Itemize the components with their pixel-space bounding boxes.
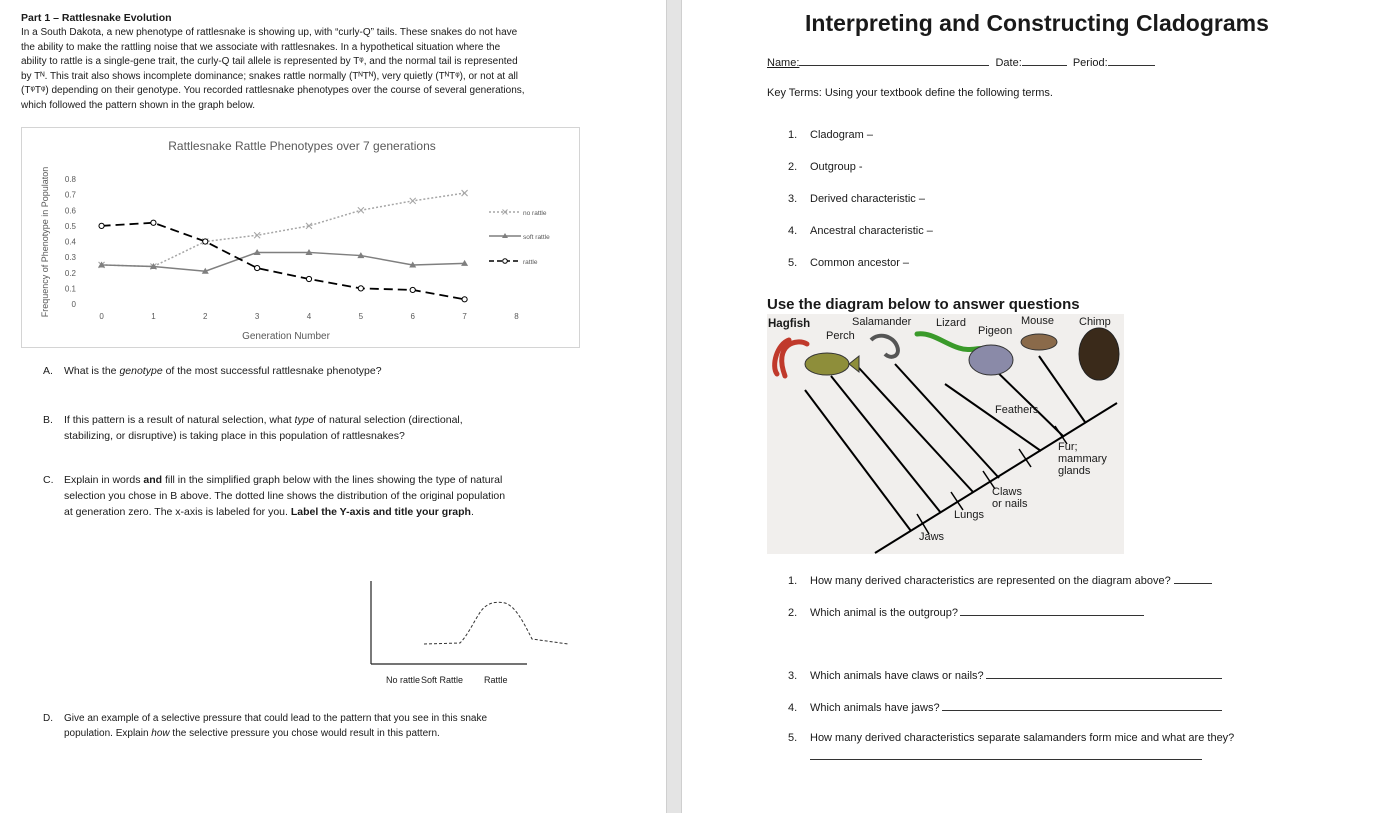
x-tick-label: 3: [254, 312, 260, 321]
question-d-emphasis: how: [151, 727, 170, 739]
part-title: Part 1 – Rattlesnake Evolution: [21, 12, 172, 24]
worksheet-title: Interpreting and Constructing Cladograms: [805, 10, 1269, 36]
question-c-line2: selection you chose in B above. The dotted line shows the distribution of the original population: [64, 490, 506, 502]
series-line-rattle: [102, 223, 465, 300]
chart-svg: [22, 128, 581, 349]
chart-ylabel: Frequency of Phenotype in Populaton: [40, 166, 50, 318]
page-gutter: [666, 0, 682, 813]
chart-xlabel: Generation Number: [242, 331, 330, 342]
simple-graph-label-rattle: Rattle: [484, 675, 508, 685]
label-mouse: Mouse: [1021, 315, 1055, 327]
label-fur: Fur;: [1058, 441, 1078, 453]
question-c-bold-instruction: Label the Y-axis and title your graph: [290, 506, 471, 518]
document-page-left: [0, 0, 666, 813]
simple-graph-label-soft-rattle: Soft Rattle: [421, 675, 464, 685]
mouse-icon: [1021, 334, 1057, 350]
key-term-ancestral: Ancestral characteristic –: [810, 225, 933, 237]
branch-pigeon: [945, 384, 1041, 451]
right-question-1-text: How many derived characteristics are represented on the diagram above?: [810, 575, 1171, 587]
y-tick-label: 0.3: [64, 253, 76, 263]
branch-lizard: [895, 364, 999, 478]
right-question-2: 2. Which animal is the outgroup?: [788, 605, 1144, 619]
key-term-item: 1. Cladogram –: [788, 129, 873, 141]
label-lungs: Lungs: [954, 509, 984, 521]
y-tick-label: 0.2: [64, 268, 76, 278]
intro-paragraph: [21, 26, 641, 113]
question-letter: B.: [43, 414, 53, 426]
key-term-item: 5. Common ancestor –: [788, 257, 910, 269]
x-tick-label: 6: [410, 312, 415, 321]
right-question-5-text: How many derived characteristics separate salamanders form mice and what are they?: [810, 732, 1235, 744]
name-label: Name:: [767, 57, 800, 69]
right-question-5: 5. How many derived characteristics separate salamanders form mice and what are they?: [788, 732, 1235, 744]
right-question-4-text: Which animals have jaws?: [810, 702, 940, 714]
label-lizard: Lizard: [936, 317, 966, 329]
x-tick-label: 7: [462, 312, 467, 321]
question-c-period: .: [470, 506, 474, 518]
label-glands: glands: [1058, 465, 1091, 477]
question-c-line3: at generation zero. The x-axis is labeled for you.: [64, 506, 291, 518]
name-blank[interactable]: [799, 55, 989, 66]
name-date-period-row: [767, 55, 1155, 69]
data-point-rattle: [203, 239, 208, 244]
intro-line: the ability to make the rattling noise that we associate with rattlesnakes. In a hypothetical situation where the: [21, 41, 501, 53]
key-term-derived: Derived characteristic –: [810, 193, 925, 205]
chart-lines: [98, 190, 468, 302]
salamander-icon: [871, 336, 898, 357]
branch-chimp: [1039, 356, 1085, 422]
key-term-cladogram: Cladogram –: [810, 129, 873, 141]
data-point-rattle: [358, 286, 363, 291]
data-point-rattle: [306, 276, 311, 281]
label-salamander: Salamander: [852, 316, 912, 328]
lizard-icon: [917, 334, 987, 350]
x-tick-label: 4: [306, 312, 312, 321]
x-tick-label: 1: [151, 312, 156, 321]
intro-line: which followed the pattern shown in the graph below.: [21, 99, 256, 111]
question-c-text-mid: fill in the simplified graph below with the lines showing the type of natural: [162, 474, 503, 486]
pigeon-icon: [969, 345, 1013, 375]
x-tick-label: 8: [514, 312, 519, 321]
y-tick-label: 0.8: [64, 175, 76, 184]
x-tick-label: 2: [203, 312, 208, 321]
period-label: Period:: [1072, 57, 1108, 69]
key-term-item: 4. Ancestral characteristic –: [788, 225, 933, 237]
data-point-rattle: [255, 265, 260, 270]
answer-blank[interactable]: [942, 700, 1222, 711]
right-question-3: 3. Which animals have claws or nails?: [788, 668, 1222, 682]
rattlesnake-chart: [21, 127, 580, 348]
question-b: [43, 412, 603, 442]
chimp-icon: [1079, 328, 1119, 380]
question-a-emphasis: genotype: [119, 365, 163, 377]
data-point-no-rattle: [254, 232, 260, 238]
right-question-1: 1. How many derived characteristics are represented on the diagram above?: [788, 573, 1212, 587]
chart-legend: [489, 210, 550, 267]
question-letter: D.: [43, 713, 53, 724]
legend-label-no-rattle: no rattle: [523, 210, 547, 217]
question-b-text-end: of natural selection (directional,: [314, 414, 463, 426]
label-or-nails: or nails: [992, 498, 1028, 510]
label-chimp: Chimp: [1079, 316, 1111, 328]
y-tick-label: 0.6: [64, 206, 76, 216]
label-feathers: Feathers: [995, 404, 1039, 416]
question-a: [43, 363, 382, 379]
right-question-4: 4. Which animals have jaws?: [788, 700, 1222, 714]
answer-blank[interactable]: [986, 668, 1222, 679]
cladogram-diagram: [767, 314, 1124, 554]
data-point-no-rattle: [358, 207, 364, 213]
data-point-rattle: [151, 220, 156, 225]
label-pigeon: Pigeon: [978, 325, 1013, 337]
simple-graph-label-no-rattle: No rattle: [386, 675, 421, 685]
simplified-graph: [360, 575, 580, 695]
key-term-item: 2. Outgroup -: [788, 161, 863, 173]
question-d-line2-end: the selective pressure you chose would result in this pattern.: [169, 727, 440, 739]
label-mammary: mammary: [1058, 453, 1107, 465]
data-point-rattle: [410, 287, 415, 292]
intro-line: (TᵠTᵠ) depending on their genotype. You recorded rattlesnake phenotypes over the course of several generations,: [21, 85, 525, 96]
key-terms-list: [788, 119, 933, 279]
intro-line: ability to rattle is a single-gene trait, the curly-Q tail allele is represented by Tᵠ, and the normal tail is represented: [21, 56, 518, 67]
trait-tick-lungs: [951, 492, 963, 510]
data-point-no-rattle: [462, 190, 468, 196]
answer-blank[interactable]: [1174, 573, 1212, 584]
x-tick-label: 0: [99, 312, 104, 321]
hagfish-icon: [775, 340, 807, 376]
question-a-text-end: of the most successful rattlesnake phenotype?: [162, 365, 382, 377]
intro-line: by Tᴺ. This trait also shows incomplete dominance; snakes rattle normally (TᴺTᴺ), very quietly (TᴺTᵠ), or not at all: [21, 70, 518, 82]
label-perch: Perch: [826, 330, 855, 342]
y-tick-label: 0.5: [64, 221, 76, 231]
question-letter: C.: [43, 474, 54, 486]
period-blank[interactable]: [1108, 55, 1155, 66]
perch-tail-icon: [849, 356, 859, 372]
key-terms-intro: Key Terms: Using your textbook define the following terms.: [767, 87, 1053, 99]
answer-blank[interactable]: [960, 605, 1144, 616]
y-tick-label: 0: [71, 300, 76, 309]
key-term-outgroup: Outgroup -: [810, 161, 863, 173]
key-term-item: 3. Derived characteristic –: [788, 193, 925, 205]
chart-title: Rattlesnake Rattle Phenotypes over 7 generations: [168, 139, 436, 153]
data-point-rattle: [99, 223, 104, 228]
question-c: [43, 472, 603, 518]
label-jaws: Jaws: [919, 531, 945, 543]
question-a-text: What is the: [64, 365, 120, 377]
data-point-no-rattle: [410, 198, 416, 204]
question-c-bold: and: [143, 474, 163, 486]
intro-line: In a South Dakota, a new phenotype of rattlesnake is showing up, with “curly-Q” tails. These snakes do not have: [21, 27, 518, 38]
question-b-text: If this pattern is a result of natural selection, what: [64, 414, 295, 426]
question-d-line1: Give an example of a selective pressure that could lead to the pattern that you see in this snake: [64, 713, 488, 724]
date-label: Date:: [995, 57, 1022, 69]
date-blank[interactable]: [1022, 55, 1067, 66]
question-b-emphasis: type: [294, 414, 315, 426]
y-tick-label: 0.7: [64, 190, 76, 200]
question-b-line2: stabilizing, or disruptive) is taking place in this population of rattlesnakes?: [64, 430, 405, 442]
legend-marker-rattle: [503, 259, 508, 264]
perch-icon: [805, 353, 849, 375]
question-letter: A.: [43, 365, 53, 377]
answer-blank-q5[interactable]: [810, 748, 1202, 760]
label-claws: Claws: [992, 486, 1022, 498]
right-question-3-text: Which animals have claws or nails?: [810, 670, 984, 682]
x-tick-label: 5: [358, 312, 364, 321]
right-question-2-text: Which animal is the outgroup?: [810, 607, 958, 619]
y-tick-label: 0.4: [64, 237, 76, 247]
question-d: [43, 712, 603, 739]
diagram-heading: Use the diagram below to answer questions: [767, 296, 1080, 313]
original-distribution-curve: [424, 602, 568, 644]
data-point-rattle: [462, 297, 467, 302]
label-hagfish: Hagfish: [768, 318, 811, 330]
y-tick-label: 0.1: [64, 284, 76, 294]
chart-axes: [65, 175, 519, 321]
key-term-common-ancestor: Common ancestor –: [810, 257, 910, 269]
question-c-text: Explain in words: [64, 474, 144, 486]
legend-label-rattle: rattle: [523, 259, 538, 266]
question-d-line2: population. Explain: [64, 727, 152, 739]
legend-label-soft-rattle: soft rattle: [523, 234, 550, 241]
